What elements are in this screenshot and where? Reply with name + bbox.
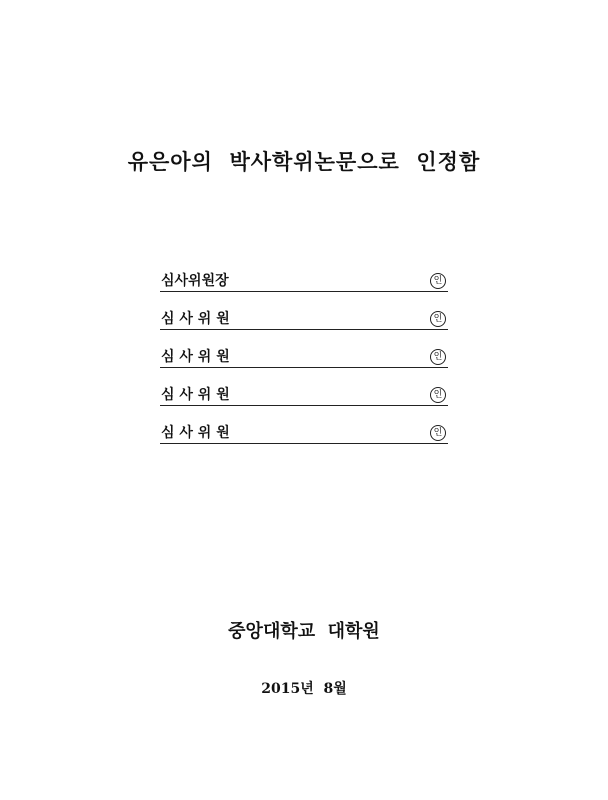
- committee-role-label: 심 사 위 원: [161, 349, 230, 365]
- signature-line-member-1: [160, 306, 448, 330]
- committee-role-label: 심 사 위 원: [161, 425, 230, 441]
- seal-mark-icon: 인: [430, 425, 446, 441]
- signature-line-member-4: [160, 420, 448, 444]
- signature-line-member-3: [160, 382, 448, 406]
- seal-mark-icon: 인: [430, 311, 446, 327]
- seal-mark-icon: 인: [430, 349, 446, 365]
- committee-role-label: 심 사 위 원: [161, 311, 230, 327]
- signature-line-chair: [160, 268, 448, 292]
- approval-title: 유은아의 박사학위논문으로 인정함: [127, 149, 481, 174]
- seal-mark-icon: 인: [430, 387, 446, 403]
- committee-role-label: 심 사 위 원: [161, 387, 230, 403]
- institution-name: 중앙대학교 대학원: [228, 621, 380, 642]
- seal-mark-icon: 인: [430, 273, 446, 289]
- signature-line-member-2: [160, 344, 448, 368]
- approval-date: 2015년 8월: [261, 681, 347, 697]
- committee-signature-list: [160, 268, 448, 458]
- committee-role-label: 심사위원장: [161, 273, 229, 289]
